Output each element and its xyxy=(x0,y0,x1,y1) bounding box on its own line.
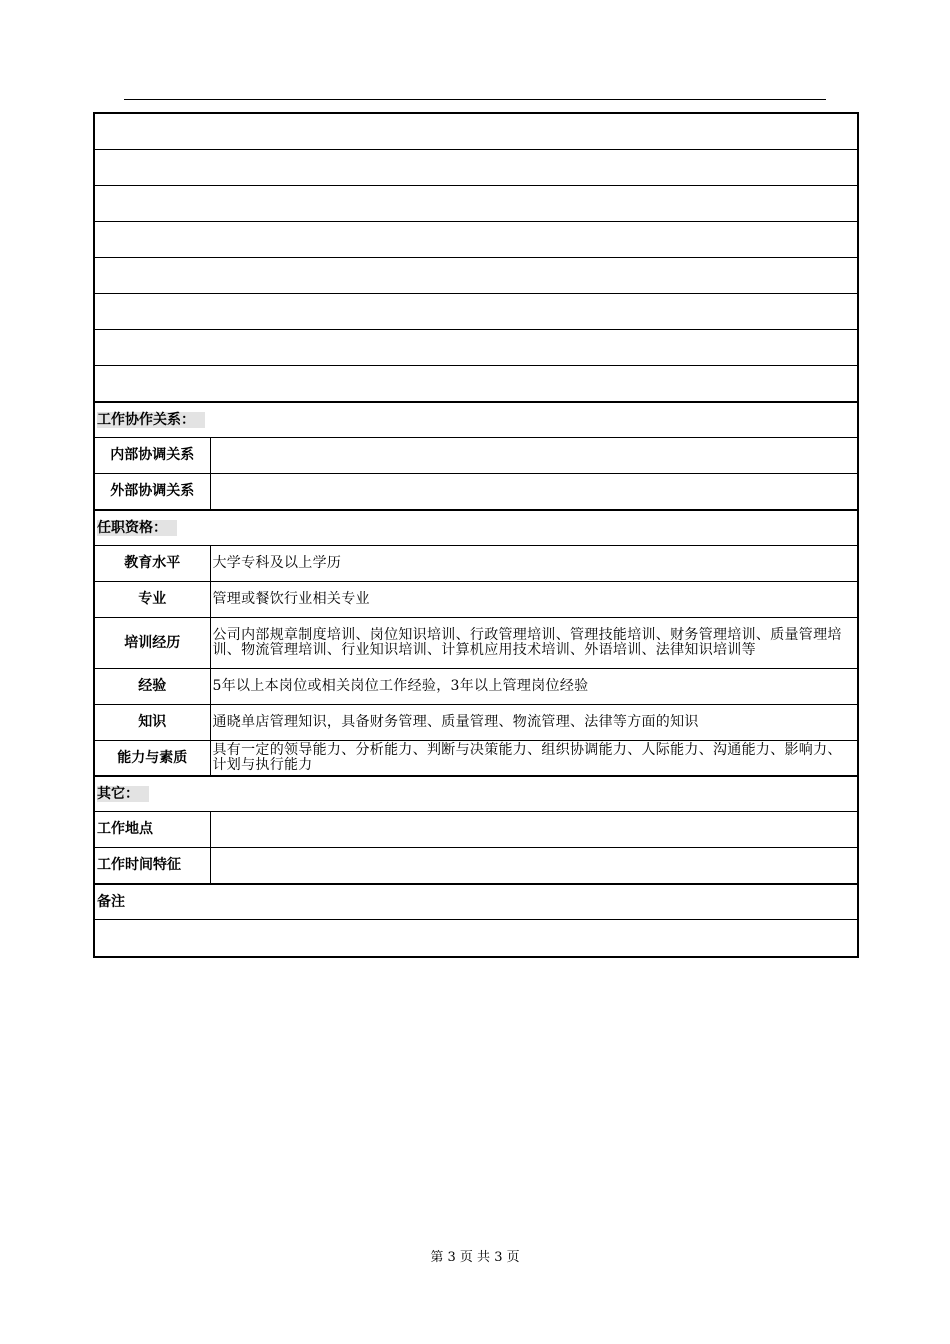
education-value[interactable]: 大学专科及以上学历 xyxy=(210,546,858,582)
major-value[interactable]: 管理或餐饮行业相关专业 xyxy=(210,582,858,618)
blank-row xyxy=(94,222,858,258)
experience-row xyxy=(94,669,858,705)
training-row xyxy=(94,618,858,669)
experience-label: 经验 xyxy=(94,669,210,705)
ability-row xyxy=(94,741,858,777)
job-description-table xyxy=(93,112,859,958)
work-time-value[interactable] xyxy=(210,848,858,885)
header-rule xyxy=(124,99,826,100)
blank-row xyxy=(94,366,858,403)
major-row xyxy=(94,582,858,618)
major-label: 专业 xyxy=(94,582,210,618)
internal-coordination-label: 内部协调关系 xyxy=(94,438,210,474)
knowledge-label: 知识 xyxy=(94,705,210,741)
blank-cell[interactable] xyxy=(94,294,858,330)
ability-value[interactable]: 具有一定的领导能力、分析能力、判断与决策能力、组织协调能力、人际能力、沟通能力、影响力、计划与执行能力 xyxy=(210,741,858,777)
blank-cell[interactable] xyxy=(94,113,858,150)
qualifications-section-title: 任职资格： xyxy=(97,520,177,536)
page-footer: 第 3 页 共 3 页 xyxy=(430,1250,520,1265)
training-value[interactable]: 公司内部规章制度培训、岗位知识培训、行政管理培训、管理技能培训、财务管理培训、质量管理培训、物流管理培训、行业知识培训、计算机应用技术培训、外语培训、法律知识培训等 xyxy=(210,618,858,669)
remarks-value[interactable] xyxy=(94,920,858,958)
remarks-section-title: 备注 xyxy=(94,884,858,920)
blank-cell[interactable] xyxy=(94,366,858,403)
blank-cell[interactable] xyxy=(94,186,858,222)
training-label: 培训经历 xyxy=(94,618,210,669)
knowledge-row xyxy=(94,705,858,741)
blank-row xyxy=(94,113,858,150)
external-coordination-value[interactable] xyxy=(210,474,858,511)
external-coordination-label: 外部协调关系 xyxy=(94,474,210,511)
blank-cell[interactable] xyxy=(94,258,858,294)
collab-section-header xyxy=(94,402,858,438)
ability-label: 能力与素质 xyxy=(94,741,210,777)
blank-row xyxy=(94,330,858,366)
other-section-title: 其它： xyxy=(97,786,149,802)
internal-coordination-row xyxy=(94,438,858,474)
blank-row xyxy=(94,258,858,294)
blank-row xyxy=(94,294,858,330)
internal-coordination-value[interactable] xyxy=(210,438,858,474)
blank-cell[interactable] xyxy=(94,150,858,186)
education-row xyxy=(94,546,858,582)
qualifications-section-header xyxy=(94,510,858,546)
blank-cell[interactable] xyxy=(94,222,858,258)
external-coordination-row xyxy=(94,474,858,511)
blank-row xyxy=(94,150,858,186)
experience-value[interactable]: 5年以上本岗位或相关岗位工作经验，3年以上管理岗位经验 xyxy=(210,669,858,705)
remarks-section-header xyxy=(94,884,858,920)
work-location-row xyxy=(94,812,858,848)
work-location-value[interactable] xyxy=(210,812,858,848)
blank-row xyxy=(94,186,858,222)
collab-section-title: 工作协作关系： xyxy=(97,412,205,428)
work-time-label: 工作时间特征 xyxy=(94,848,210,885)
other-section-header xyxy=(94,776,858,812)
work-time-row xyxy=(94,848,858,885)
work-location-label: 工作地点 xyxy=(94,812,210,848)
remarks-row xyxy=(94,920,858,958)
blank-cell[interactable] xyxy=(94,330,858,366)
knowledge-value[interactable]: 通晓单店管理知识，具备财务管理、质量管理、物流管理、法律等方面的知识 xyxy=(210,705,858,741)
education-label: 教育水平 xyxy=(94,546,210,582)
